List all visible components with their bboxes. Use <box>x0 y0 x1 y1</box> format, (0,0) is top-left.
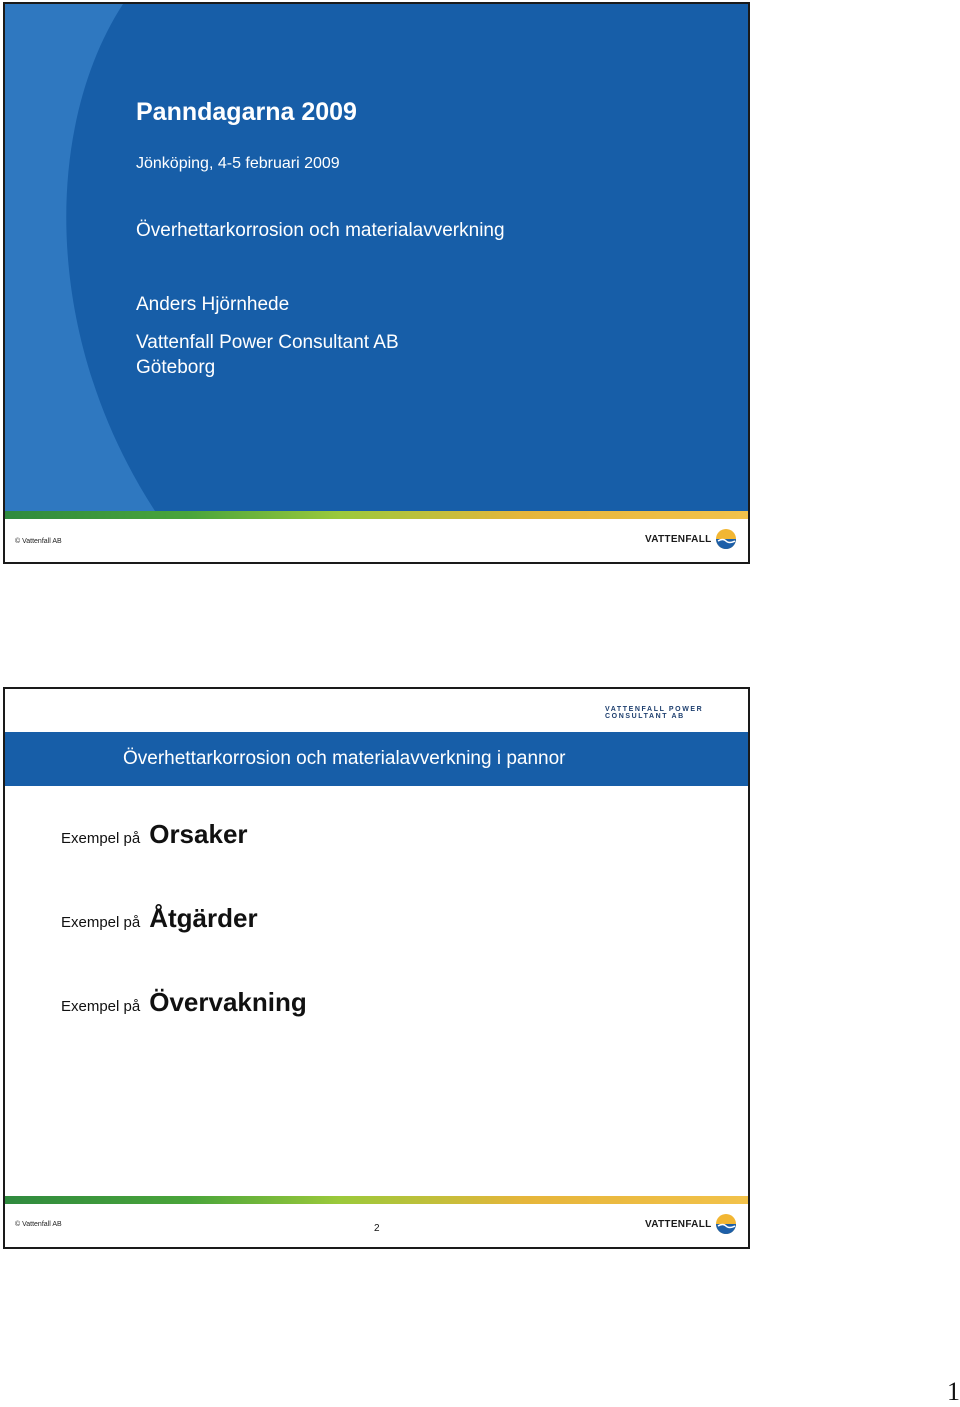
logo-wordmark: VATTENFALL <box>645 533 712 545</box>
copyright-text: © Vattenfall AB <box>15 1221 62 1228</box>
company-name: Vattenfall Power Consultant AB <box>136 332 399 353</box>
decorative-arc <box>5 4 748 511</box>
title-slide <box>3 2 750 564</box>
item-prefix: Exempel på <box>61 830 141 847</box>
item-term: Övervakning <box>149 987 307 1017</box>
footer-gradient-bar <box>5 511 748 519</box>
vattenfall-sun-icon <box>715 528 737 550</box>
presentation-subject: Överhettarkorrosion och materialavverkning <box>136 220 505 241</box>
vattenfall-logo <box>645 1213 737 1235</box>
footer-gradient-bar <box>5 1196 748 1204</box>
logo-wordmark: VATTENFALL <box>645 1218 712 1230</box>
slide-page-number: 2 <box>374 1223 380 1234</box>
slide-title: Överhettarkorrosion och materialavverkning i pannor <box>123 748 566 769</box>
item-prefix: Exempel på <box>61 998 141 1015</box>
vattenfall-logo <box>645 528 737 550</box>
header-brand-text: VATTENFALL POWER CONSULTANT AB <box>605 706 704 720</box>
copyright-text: © Vattenfall AB <box>15 538 62 545</box>
list-item-measures <box>61 903 258 934</box>
list-item-causes <box>61 819 248 850</box>
event-date: Jönköping, 4-5 februari 2009 <box>136 155 340 172</box>
item-term: Åtgärder <box>149 903 258 933</box>
list-item-monitoring <box>61 987 307 1018</box>
item-term: Orsaker <box>149 819 248 849</box>
title-background <box>5 4 748 511</box>
sheet-page-number: 1 <box>947 1377 960 1406</box>
content-slide <box>3 687 750 1249</box>
author-name: Anders Hjörnhede <box>136 294 290 315</box>
vattenfall-sun-icon <box>715 1213 737 1235</box>
item-prefix: Exempel på <box>61 914 141 931</box>
presentation-title: Panndagarna 2009 <box>136 98 357 126</box>
city-name: Göteborg <box>136 357 216 378</box>
